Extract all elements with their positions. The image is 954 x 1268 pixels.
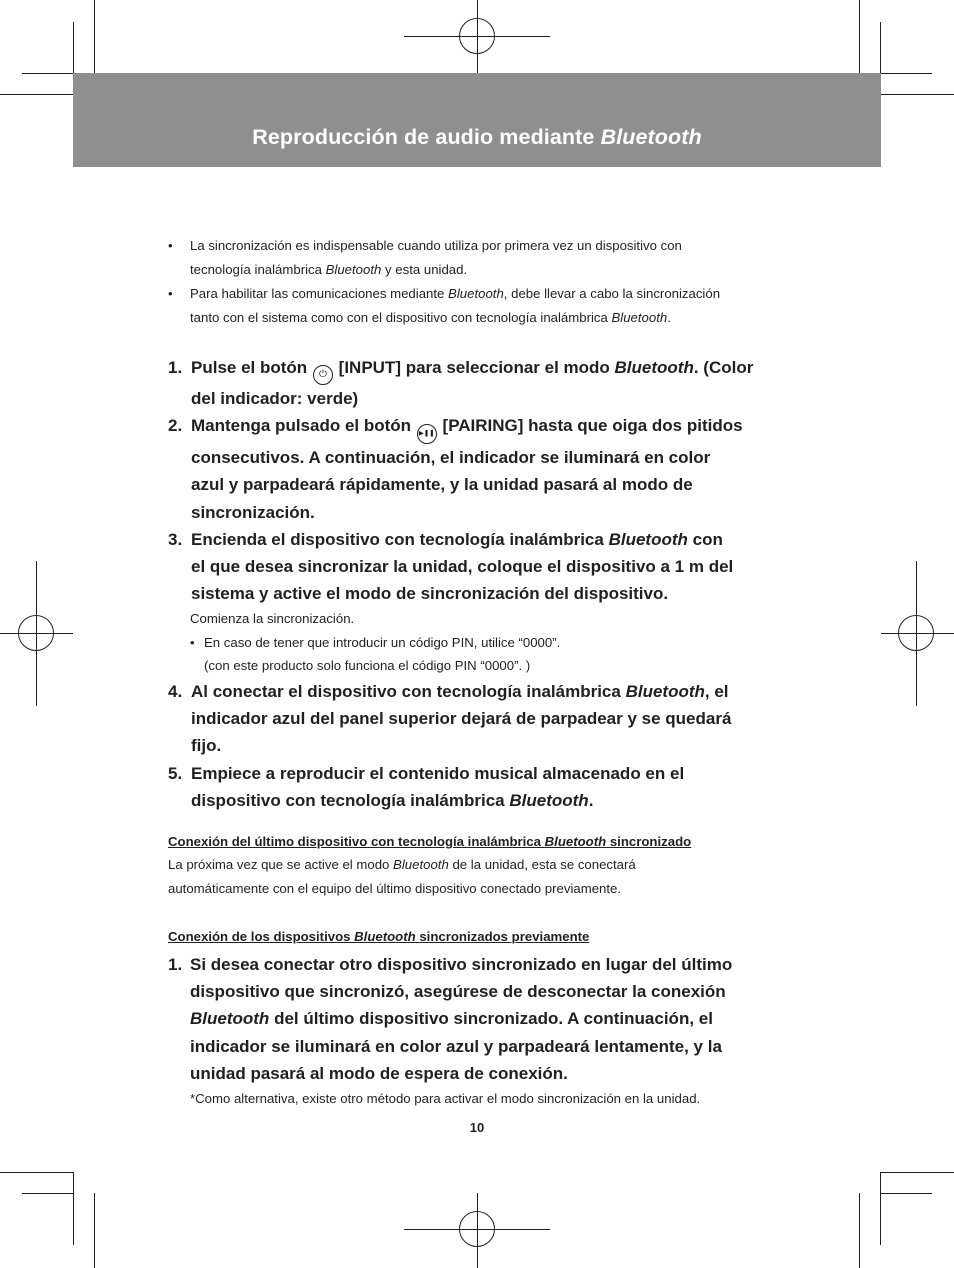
section-last-device bbox=[168, 831, 808, 901]
step-item: 5. Empiece a reproducir el contenido musical almacenado en el dispositivo con tecnología inalámbrica Bluetooth. bbox=[168, 763, 685, 810]
note-bullet: • En caso de tener que introducir un código PIN, utilice “0000”. (con este producto solo funciona el código PIN “0000”. ) bbox=[190, 634, 561, 674]
section-heading: Conexión del último dispositivo con tecnología inalámbrica Bluetooth sincronizado bbox=[168, 834, 692, 849]
step-item: 4. Al conectar el dispositivo con tecnología inalámbrica Bluetooth, el indicador azul del panel superior dejará de parpadear y se quedará fijo. bbox=[168, 681, 732, 756]
page-title: Reproducción de audio mediante Bluetooth bbox=[252, 125, 702, 149]
play-pause-icon: ▶❚❚ bbox=[417, 424, 437, 444]
section-previous-devices bbox=[168, 926, 808, 1111]
pairing-steps bbox=[168, 354, 808, 814]
intro-bullet: • Para habilitar las comunicaciones mediante Bluetooth, debe llevar a cabo la sincronización tanto con el sistema como con el dispositivo con tecnología inalámbrica Bluetooth. bbox=[168, 286, 721, 325]
step-item: 3. Encienda el dispositivo con tecnología inalámbrica Bluetooth con el que desea sincronizar la unidad, coloque el dispositivo a 1 m del sistema y active el modo de sincronización del dispositivo. bbox=[168, 529, 734, 604]
step-item: 2. Mantenga pulsado el botón ▶❚❚ [PAIRING] hasta que oiga dos pitidos consecutivos. A continuación, el indicador se iluminará en color azul y parpadeará rápidamente, y la unidad pasará al modo de sincronización. bbox=[168, 416, 743, 522]
intro-bullet: • La sincronización es indispensable cuando utiliza por primera vez un dispositivo con tecnología inalámbrica Bluetooth y esta unidad. bbox=[168, 238, 682, 277]
page-number: 10 bbox=[469, 1120, 485, 1135]
step-note: Comienza la sincronización. • En caso de tener que introducir un código PIN, utilice “0000”. (con este producto solo funciona el código PIN “0000”. ) bbox=[168, 607, 808, 678]
header-band bbox=[73, 73, 881, 167]
intro-bullet-list bbox=[168, 234, 808, 330]
step-item: 1. Pulse el botón ⏻ [INPUT] para seleccionar el modo Bluetooth. (Color del indicador: verde) bbox=[168, 358, 754, 408]
step-item: 1. Si desea conectar otro dispositivo sincronizado en lugar del último dispositivo que sincronizó, asegúrese de desconectar la conexión Bluetooth del último dispositivo sincronizado. A continuación, el indicador se iluminará en color azul y parpadeará lentamente, y la unidad pasará al modo de espera de conexión. bbox=[168, 955, 733, 1083]
section-heading: Conexión de los dispositivos Bluetooth sincronizados previamente bbox=[168, 929, 590, 944]
power-icon: ⏻ bbox=[313, 365, 333, 385]
section-body: La próxima vez que se active el modo Bluetooth de la unidad, esta se conectará automáticamente con el equipo del último dispositivo conectado previamente. bbox=[168, 857, 636, 896]
footnote: *Como alternativa, existe otro método para activar el modo sincronización en la unidad. bbox=[190, 1091, 701, 1107]
